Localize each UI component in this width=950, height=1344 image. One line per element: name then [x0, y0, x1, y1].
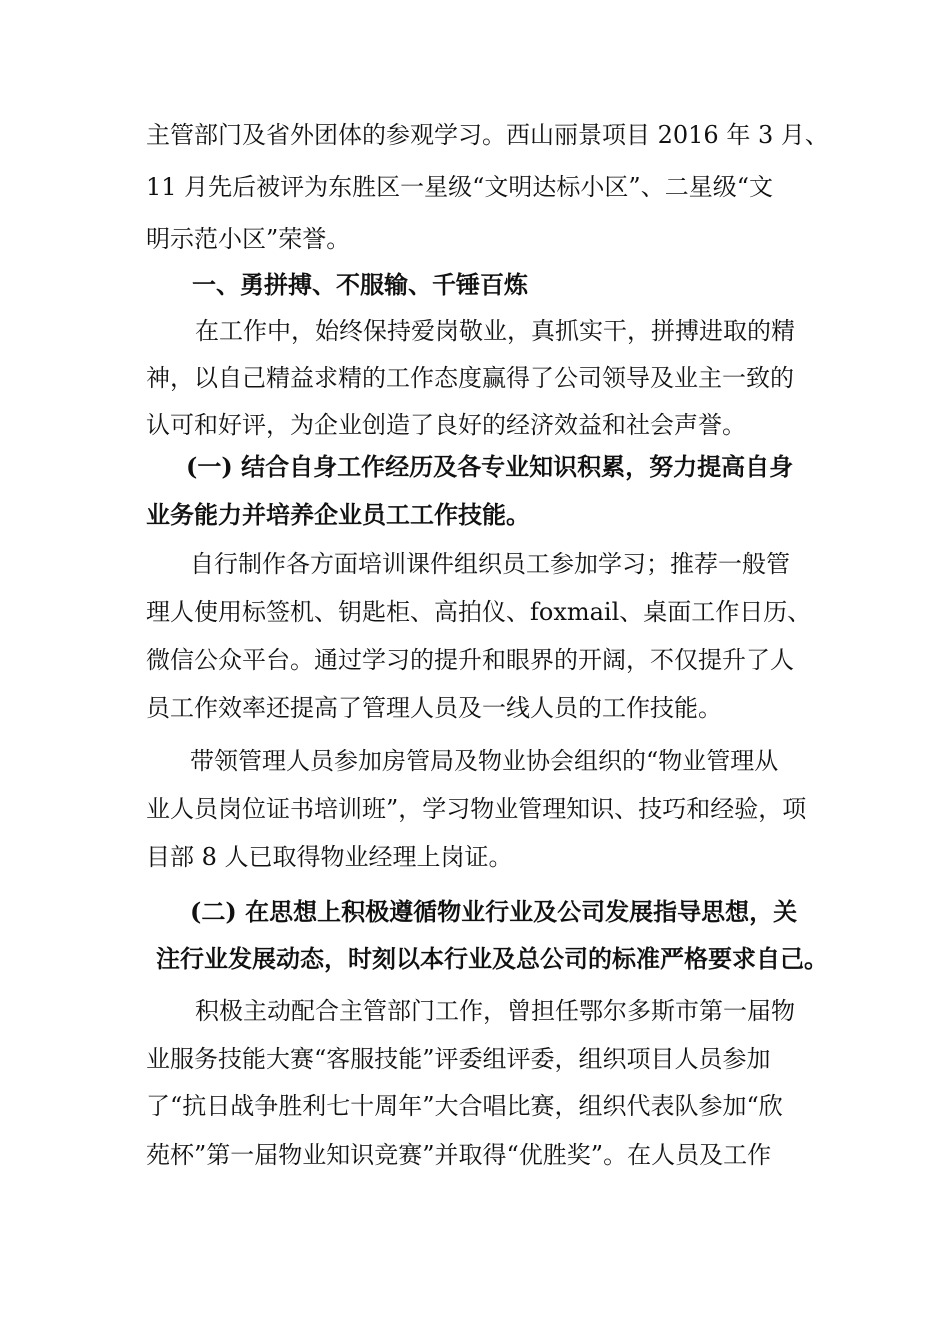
paragraph-line: 业服务技能大赛“客服技能”评委组评委，组织项目人员参加	[146, 1045, 771, 1073]
paragraph-line: 11 月先后被评为东胜区一星级“文明达标小区”、二星级“文	[146, 173, 773, 201]
subsection-heading-continued: 注行业发展动态，时刻以本行业及总公司的标准严格要求自己。	[156, 944, 828, 973]
paragraph-line: 目部 8 人已取得物业经理上岗证。	[146, 843, 513, 871]
subsection-heading-continued: 业务能力并培养企业员工工作技能。	[146, 500, 530, 529]
section-heading: 一、勇拼搏、不服输、千锤百炼	[192, 271, 528, 299]
paragraph-line: 认可和好评，为企业创造了良好的经济效益和社会声誉。	[146, 411, 746, 439]
paragraph-line: 员工作效率还提高了管理人员及一线人员的工作技能。	[146, 694, 722, 722]
paragraph-line: 自行制作各方面培训课件组织员工参加学习；推荐一般管	[190, 550, 790, 578]
paragraph-line: 业人员岗位证书培训班”，学习物业管理知识、技巧和经验，项	[146, 795, 807, 823]
paragraph-line: 神，以自己精益求精的工作态度赢得了公司领导及业主一致的	[146, 364, 794, 392]
paragraph-line: 理人使用标签机、钥匙柜、高拍仪、foxmail、桌面工作日历、	[146, 598, 812, 626]
subsection-heading: (一) 结合自身工作经历及各专业知识积累，努力提高自身	[186, 452, 794, 481]
paragraph-line: 苑杯”第一届物业知识竞赛”并取得“优胜奖”。在人员及工作	[146, 1141, 772, 1169]
subsection-heading: (二) 在思想上积极遵循物业行业及公司发展指导思想，关	[190, 897, 798, 926]
paragraph-line: 了“抗日战争胜利七十周年”大合唱比赛，组织代表队参加“欣	[146, 1092, 783, 1120]
paragraph-line: 主管部门及省外团体的参观学习。西山丽景项目 2016 年 3 月、	[146, 121, 829, 149]
paragraph-line: 积极主动配合主管部门工作，曾担任鄂尔多斯市第一届物	[195, 997, 795, 1025]
paragraph-line: 带领管理人员参加房管局及物业协会组织的“物业管理从	[190, 747, 779, 775]
paragraph-line: 在工作中，始终保持爱岗敬业，真抓实干，拼搏进取的精	[195, 317, 795, 345]
paragraph-line: 明示范小区”荣誉。	[146, 225, 351, 253]
paragraph-line: 微信公众平台。通过学习的提升和眼界的开阔，不仅提升了人	[146, 646, 794, 674]
